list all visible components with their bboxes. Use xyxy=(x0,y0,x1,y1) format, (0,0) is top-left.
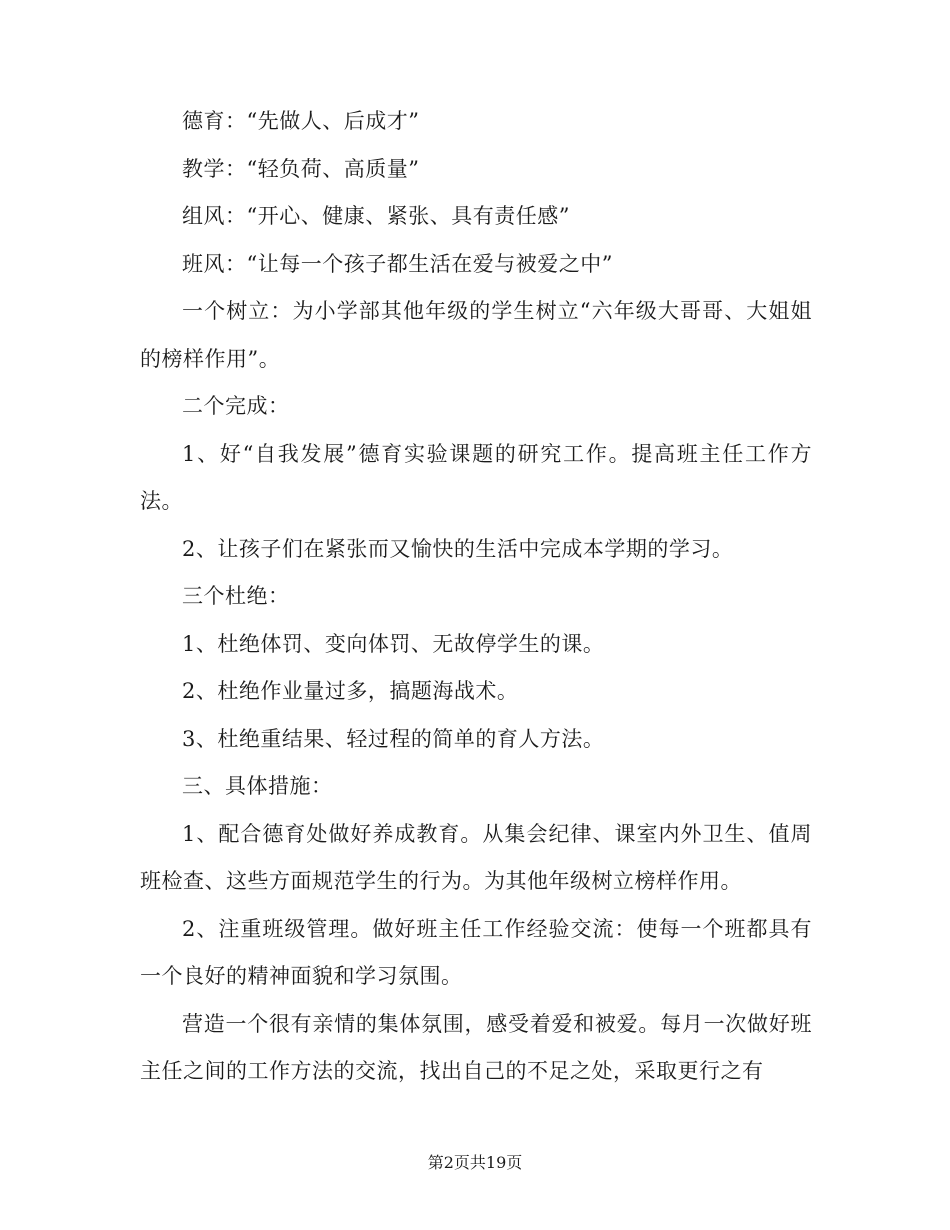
paragraph-atmosphere: 营造一个很有亲情的集体氛围，感受着爱和被爱。每月一次做好班主任之间的工作方法的交流，找出自己的不足之处，采取更行之有 xyxy=(140,1011,812,1083)
paragraph-measures-item-2: 2、注重班级管理。做好班主任工作经验交流：使每一个班都具有一个良好的精神面貌和学习氛围。 xyxy=(140,916,812,988)
document-body xyxy=(140,98,812,1096)
paragraph-two-complete-item-2: 2、让孩子们在紧张而又愉快的生活中完成本学期的学习。 xyxy=(182,536,734,561)
paragraph-two-complete-item-1: 1、好“自我发展”德育实验课题的研究工作。提高班主任工作方法。 xyxy=(140,441,812,513)
paragraph-class-style: 班风：“让每一个孩子都生活在爱与被爱之中” xyxy=(182,251,613,276)
paragraph-measures-heading: 三、具体措施： xyxy=(182,774,333,798)
paragraph-three-eliminate-item-1: 1、杜绝体罚、变向体罚、无故停学生的课。 xyxy=(182,631,605,656)
paragraph-three-eliminate-item-2: 2、杜绝作业量过多，搞题海战术。 xyxy=(182,679,519,703)
paragraph-measures-item-1: 1、配合德育处做好养成教育。从集会纪律、课室内外卫生、值周班检查、这些方面规范学生的行为。为其他年级树立榜样作用。 xyxy=(140,821,812,893)
paragraph-teaching: 教学：“轻负荷、高质量” xyxy=(182,156,420,181)
paragraph-group-style: 组风：“开心、健康、紧张、具有责任感” xyxy=(182,204,570,228)
paragraph-one-establish: 一个树立：为小学部其他年级的学生树立“六年级大哥哥、大姐姐的榜样作用”。 xyxy=(140,299,812,371)
paragraph-moral-education: 德育：“先做人、后成才” xyxy=(182,109,420,133)
page-number: 第2页共19页 xyxy=(427,1153,523,1172)
paragraph-two-complete-heading: 二个完成： xyxy=(182,394,290,418)
paragraph-three-eliminate-heading: 三个杜绝： xyxy=(182,584,290,608)
paragraph-three-eliminate-item-3: 3、杜绝重结果、轻过程的简单的育人方法。 xyxy=(182,726,605,751)
